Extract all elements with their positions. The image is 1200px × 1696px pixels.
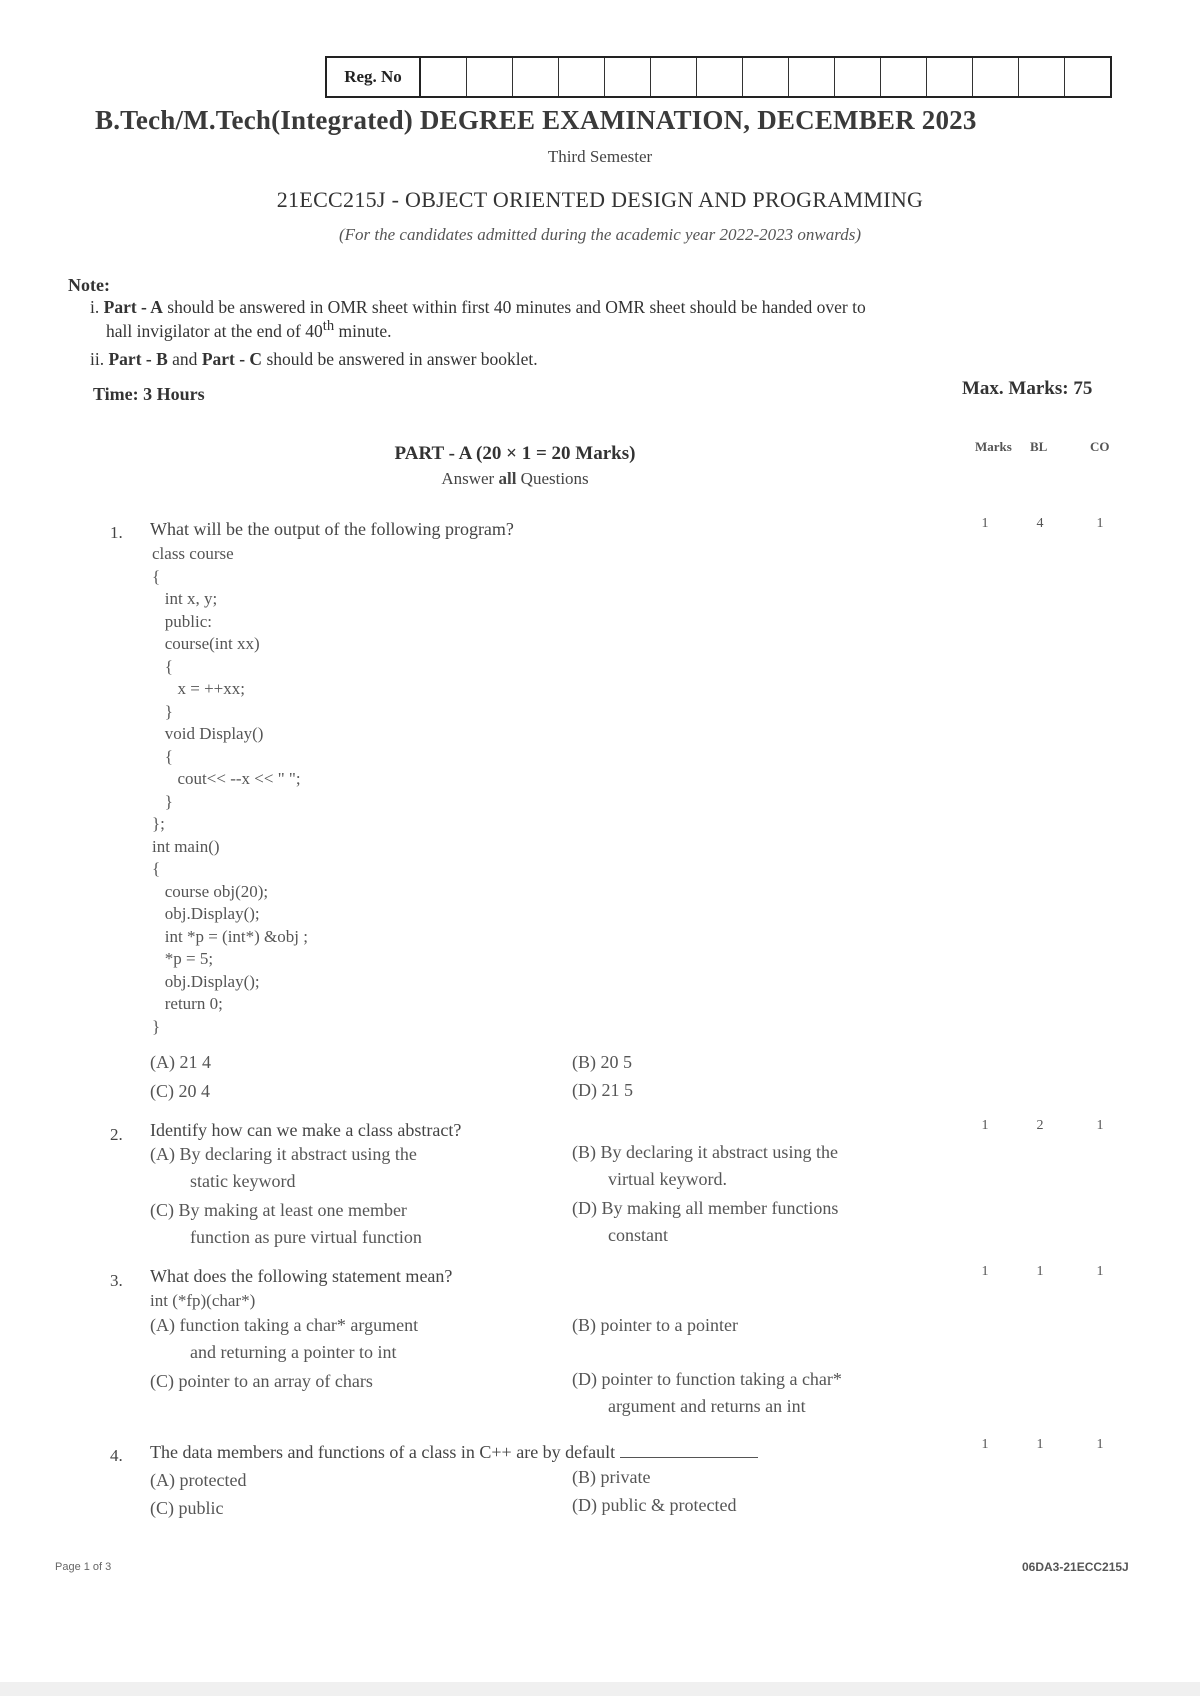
reg-no-cell — [973, 58, 1019, 96]
option-d-line-2: argument and returns an int — [608, 1396, 806, 1416]
option-b — [572, 1139, 838, 1193]
option-d — [572, 1195, 838, 1249]
question-code: class course { int x, y; public: course(int xx) { x = ++xx; } void Display() { cout<< --x << " "; } }; int main() { course obj(20); obj.Display(); int *p = (int*) &obj ; *p = 5; obj.Display(); return 0; } — [152, 544, 308, 1036]
bl-value: 2 — [1036, 1118, 1044, 1133]
note-item-2-mid: and — [167, 349, 202, 369]
option-b: (B) private — [572, 1467, 651, 1487]
bl-value: 1 — [1036, 1264, 1044, 1279]
option-a — [150, 1312, 418, 1366]
question-number: 2. — [110, 1125, 123, 1144]
note-item-1-prefix: i. — [90, 297, 104, 317]
option-c-line-2: function as pure virtual function — [190, 1227, 422, 1247]
option-a-line-2: and returning a pointer to int — [190, 1342, 397, 1362]
col-bl-header: BL — [1030, 439, 1048, 454]
reg-no-cell — [651, 58, 697, 96]
option-a-line-1: (A) By declaring it abstract using the — [150, 1144, 417, 1164]
option-c-line-1: (C) By making at least one member — [150, 1200, 407, 1220]
answer-post: Questions — [516, 469, 589, 488]
marks-value: 1 — [981, 1118, 989, 1133]
note-item-1-continuation — [90, 317, 1140, 341]
option-a-line-2: static keyword — [190, 1171, 296, 1191]
option-b: (B) pointer to a pointer — [572, 1315, 738, 1335]
note-item-1-text: should be answered in OMR sheet within first 40 minutes and OMR sheet should be handed over to — [162, 297, 866, 317]
note-item-2-partc: Part - C — [201, 349, 263, 369]
option-a — [150, 1141, 417, 1195]
reg-no-cell — [789, 58, 835, 96]
note-item-2-text: should be answered in answer booklet. — [262, 349, 538, 369]
option-d-line-2: constant — [608, 1225, 668, 1245]
reg-no-cell — [927, 58, 973, 96]
note-item-2-prefix: ii. — [90, 349, 109, 369]
max-marks: Max. Marks: 75 — [962, 378, 1093, 399]
marks-value: 1 — [981, 1437, 989, 1452]
page-number: Page 1 of 3 — [55, 1561, 112, 1573]
marks-value: 1 — [981, 516, 989, 531]
question-number: 4. — [110, 1446, 123, 1465]
option-d: (D) 21 5 — [572, 1080, 633, 1100]
option-a: (A) protected — [150, 1470, 247, 1490]
note-item-2-partb: Part - B — [108, 349, 168, 369]
exam-title: B.Tech/M.Tech(Integrated) DEGREE EXAMINATION, DECEMBER 2023 — [95, 105, 977, 135]
note-item-1-cont-post: minute. — [334, 320, 392, 341]
co-value: 1 — [1096, 1437, 1104, 1452]
paper-code: 06DA3-21ECC215J — [1022, 1560, 1129, 1574]
reg-no-cell — [467, 58, 513, 96]
reg-no-cell — [743, 58, 789, 96]
reg-no-cell — [513, 58, 559, 96]
question-text: Identify how can we make a class abstract? — [150, 1120, 462, 1140]
option-d-line-1: (D) By making all member functions — [572, 1198, 839, 1218]
reg-no-cell — [697, 58, 743, 96]
bl-value: 4 — [1036, 516, 1044, 531]
note-item-2 — [90, 349, 538, 370]
reg-no-box — [325, 56, 1112, 98]
part-a-heading: PART - A (20 × 1 = 20 Marks) — [394, 443, 636, 464]
reg-no-cell — [835, 58, 881, 96]
reg-no-cell — [559, 58, 605, 96]
answer-pre: Answer — [441, 469, 499, 488]
marks-value: 1 — [981, 1264, 989, 1279]
note-item-1-cont-pre: hall invigilator at the end of 40 — [106, 320, 323, 341]
question-text — [150, 1441, 758, 1463]
note-item-1 — [90, 298, 1140, 341]
reg-no-label: Reg. No — [327, 58, 421, 96]
co-value: 1 — [1096, 1264, 1104, 1279]
option-b: (B) 20 5 — [572, 1052, 632, 1072]
answer-blank — [620, 1441, 758, 1458]
note-heading: Note: — [68, 275, 110, 295]
option-c: (C) pointer to an array of chars — [150, 1371, 373, 1391]
co-value: 1 — [1096, 1118, 1104, 1133]
co-value: 1 — [1096, 516, 1104, 531]
option-d-line-1: (D) pointer to function taking a char* — [572, 1369, 842, 1389]
question-number: 1. — [110, 523, 123, 542]
question-number: 3. — [110, 1271, 123, 1290]
question-text: What does the following statement mean? — [150, 1266, 453, 1286]
option-a-line-1: (A) function taking a char* argument — [150, 1315, 419, 1335]
option-c: (C) public — [150, 1498, 224, 1518]
page-bottom-edge — [0, 1682, 1200, 1696]
question-code: int (*fp)(char*) — [150, 1291, 256, 1310]
reg-no-cell — [1019, 58, 1065, 96]
semester: Third Semester — [547, 147, 653, 166]
reg-no-cell — [1065, 58, 1110, 96]
answer-all-instruction — [300, 469, 730, 489]
option-d: (D) public & protected — [572, 1495, 737, 1515]
note-item-1-part: Part - A — [103, 297, 163, 317]
course-title: 21ECC215J - OBJECT ORIENTED DESIGN AND PROGRAMMING — [276, 187, 924, 212]
answer-all: all — [498, 469, 517, 488]
question-text-body: The data members and functions of a class in C++ are by default — [150, 1442, 616, 1462]
option-c: (C) 20 4 — [150, 1081, 210, 1101]
option-c — [150, 1197, 422, 1251]
reg-no-cell — [421, 58, 467, 96]
note-item-1-sup: th — [322, 318, 335, 334]
exam-time: Time: 3 Hours — [93, 384, 205, 404]
reg-no-cell — [605, 58, 651, 96]
reg-no-cell — [881, 58, 927, 96]
option-b-line-1: (B) By declaring it abstract using the — [572, 1142, 838, 1162]
bl-value: 1 — [1036, 1437, 1044, 1452]
option-a: (A) 21 4 — [150, 1052, 211, 1072]
candidates-note: (For the candidates admitted during the academic year 2022-2023 onwards) — [338, 225, 862, 244]
option-d — [572, 1366, 842, 1420]
option-b-line-2: virtual keyword. — [608, 1169, 727, 1189]
col-marks-header: Marks — [975, 439, 1012, 454]
question-text: What will be the output of the following program? — [150, 519, 514, 539]
col-co-header: CO — [1090, 439, 1110, 454]
